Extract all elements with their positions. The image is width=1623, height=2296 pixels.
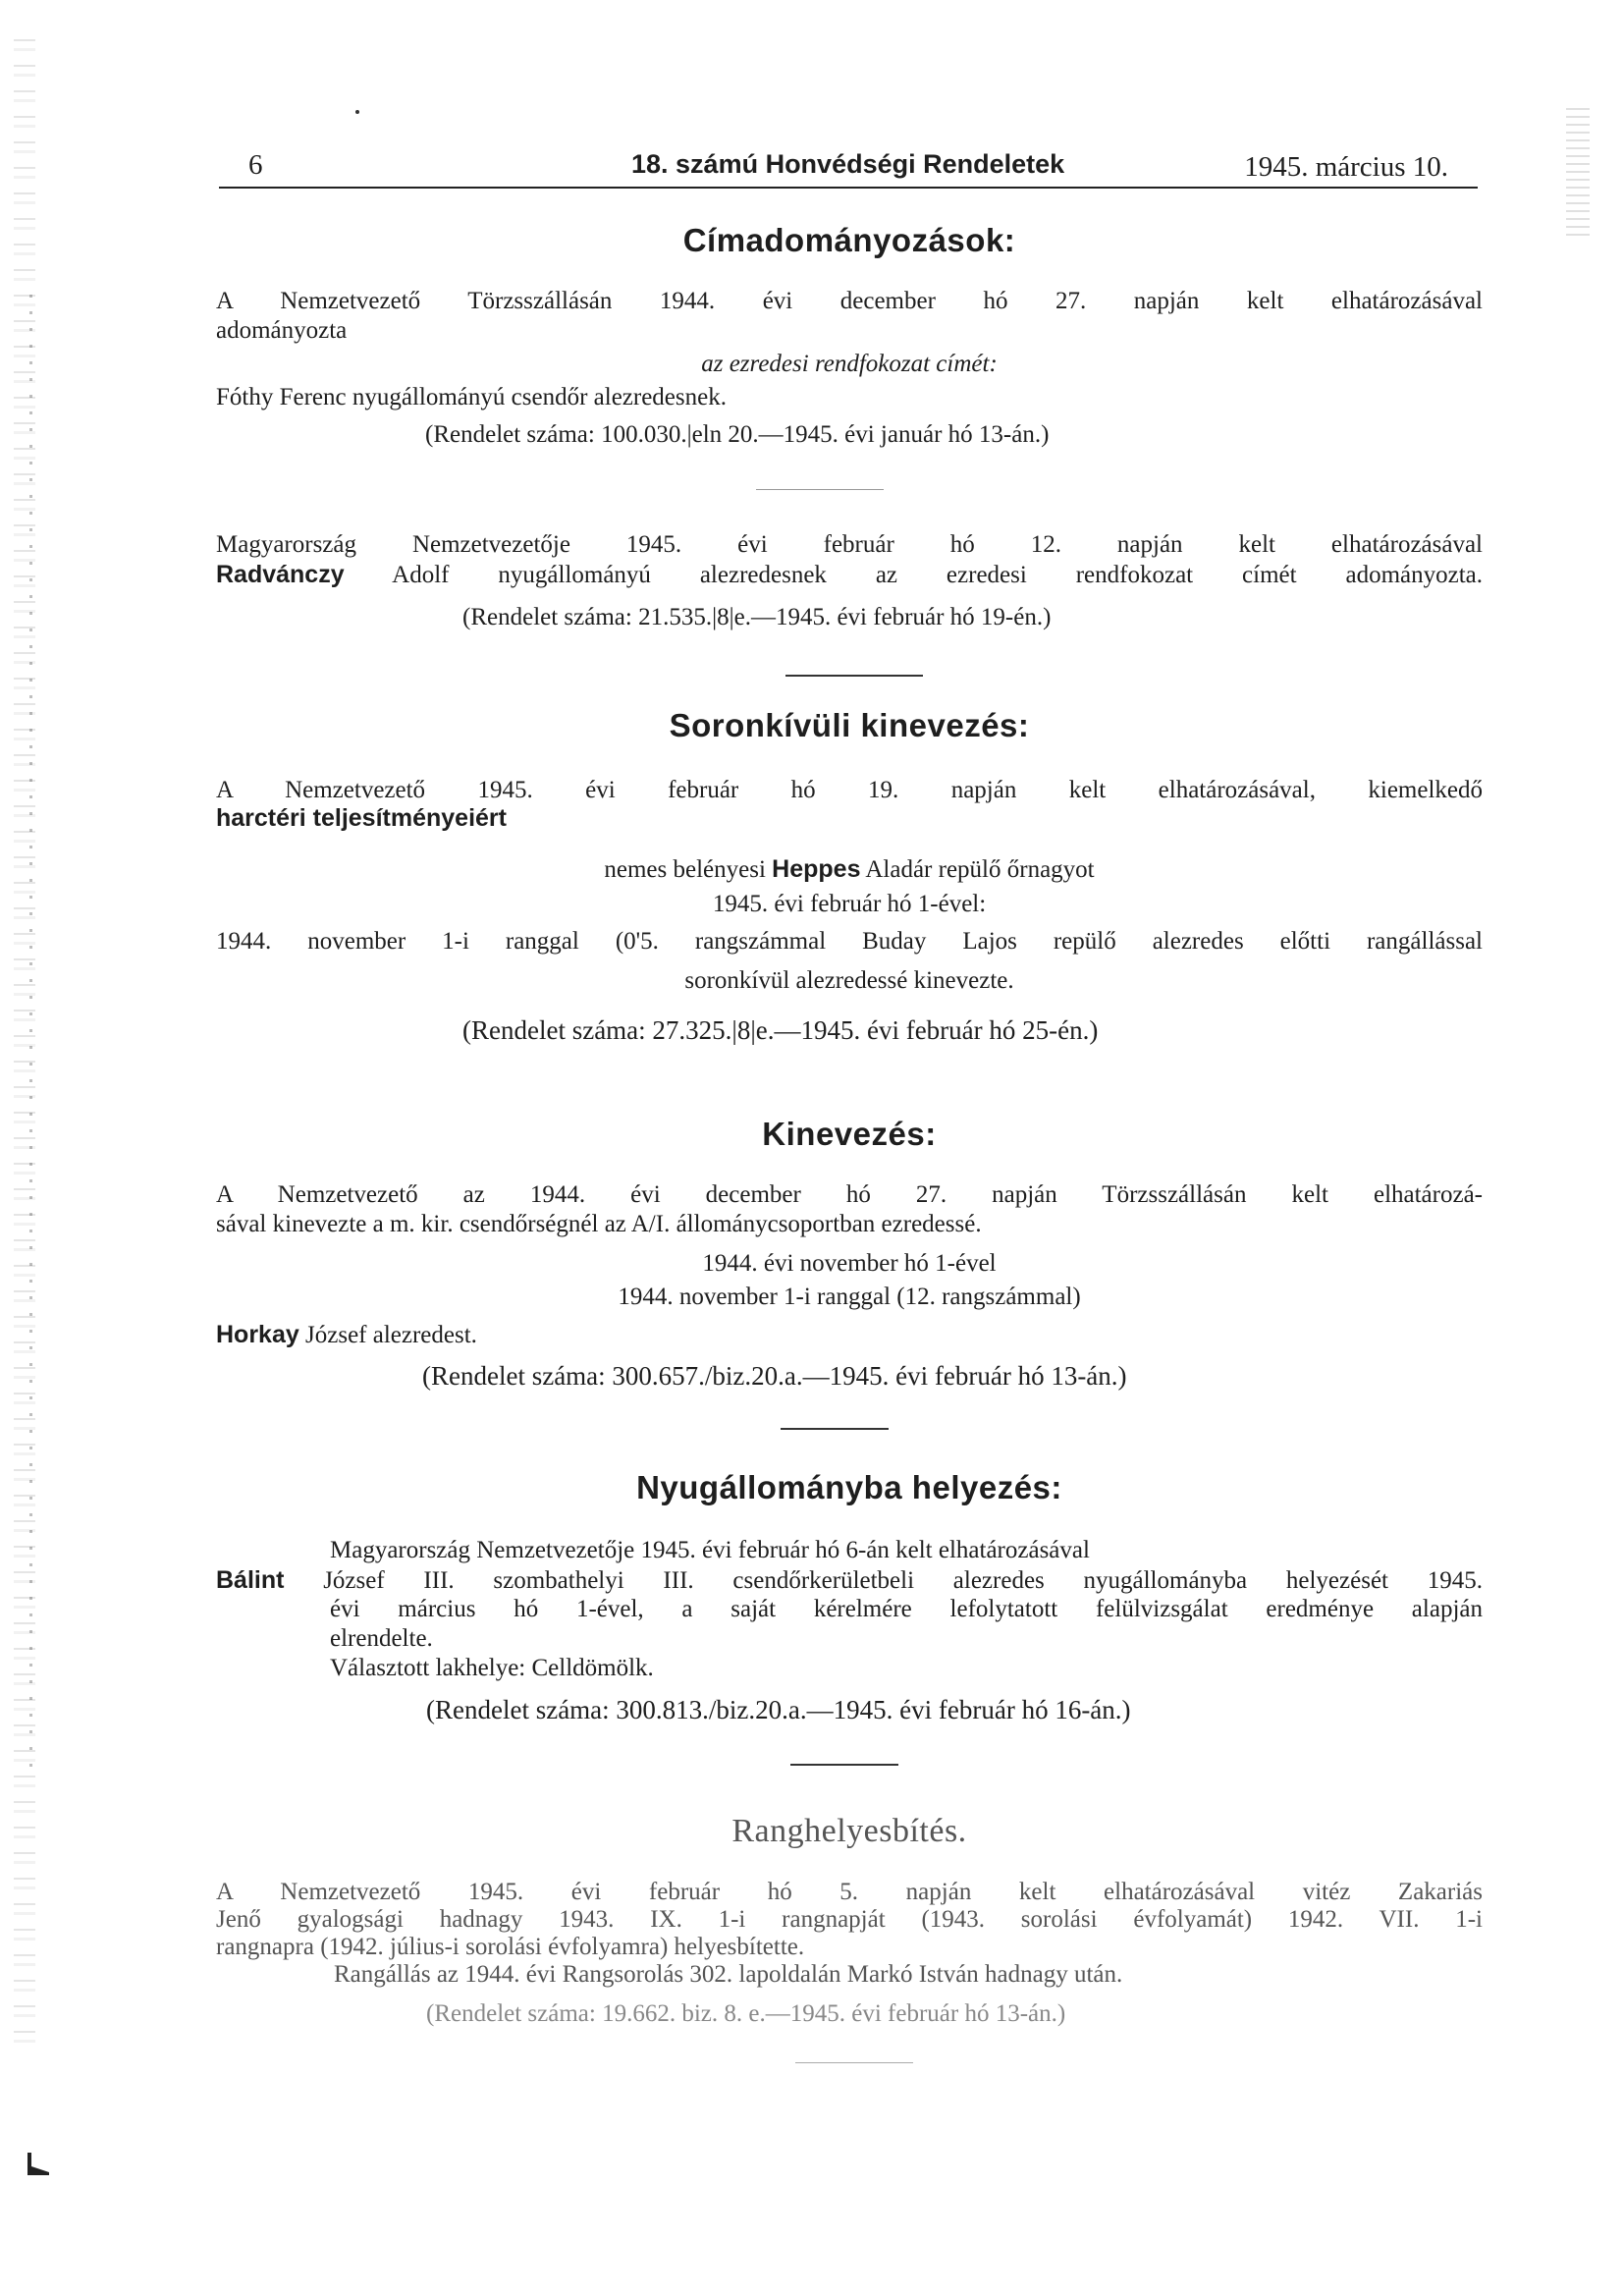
paragraph-line — [216, 803, 507, 834]
decree-reference: (Rendelet száma: 100.030.|eln 20.—1945. évi január hó 13-án.) — [425, 421, 1050, 448]
person-name: Bálint — [216, 1566, 285, 1594]
paragraph-text: József III. szombathelyi III. csendőrkerületbeli alezredes nyugállományba helyezését 1945. — [284, 1567, 1483, 1594]
divider — [785, 675, 923, 677]
person-name: Horkay — [216, 1321, 299, 1348]
scan-edge-artifact — [29, 295, 32, 1768]
divider — [790, 1764, 898, 1766]
paragraph-line: A Nemzetvezető 1945. évi február hó 5. napján kelt elhatározásával vitéz Zakariás — [216, 1879, 1483, 1905]
decree-reference: (Rendelet száma: 21.535.|8|e.—1945. évi február hó 19-én.) — [462, 604, 1052, 630]
decree-reference: (Rendelet száma: 300.813./biz.20.a.—1945. évi február hó 16-án.) — [426, 1695, 1131, 1724]
corner-mark-icon — [26, 2151, 51, 2176]
paragraph-line: rangnapra (1942. július-i sorolási évfolyamra) helyesbítette. — [216, 1934, 805, 1960]
divider — [756, 489, 884, 490]
person-name: Fóthy — [216, 384, 274, 410]
issue-date: 1945. március 10. — [1244, 151, 1448, 183]
decree-reference: (Rendelet száma: 19.662. biz. 8. e.—1945. évi február hó 13-án.) — [426, 2000, 1066, 2027]
person-name: Heppes — [772, 855, 861, 883]
paragraph-line: évi március hó 1-ével, a saját kérelmére lefolytatott felülvizsgálat eredménye alapján — [330, 1596, 1483, 1622]
paragraph-text: Adolf nyugállományú alezredesnek az ezredesi rendfokozat címét adományozta. — [344, 562, 1483, 588]
paragraph-line — [216, 854, 1483, 885]
paragraph-line — [216, 1565, 1483, 1596]
page-header — [219, 147, 1478, 189]
paragraph-line: 1944. november 1-i ranggal (0'5. rangszámmal Buday Lajos repülő alezredes előtti rangállással — [216, 928, 1483, 955]
paragraph-text: Aladár repülő őrnagyot — [860, 856, 1095, 883]
person-name: Radvánczy — [216, 561, 345, 588]
paragraph-line: 1944. november 1-i ranggal (12. rangszámmal) — [618, 1284, 1081, 1310]
paragraph-text: nemes belényesi — [604, 856, 773, 883]
scan-corner-artifact — [1566, 108, 1590, 236]
paragraph-line: Magyarország Nemzetvezetője 1945. évi február hó 12. napján kelt elhatározásával — [216, 531, 1483, 558]
paragraph-line: Magyarország Nemzetvezetője 1945. évi február hó 6-án kelt elhatározásával — [330, 1537, 1090, 1563]
paragraph-line: soronkívül alezredessé kinevezte. — [684, 967, 1014, 994]
divider — [781, 1428, 889, 1430]
issue-title: 18. számú Honvédségi Rendeletek — [631, 149, 1065, 179]
paragraph-line: Jenő gyalogsági hadnagy 1943. IX. 1-i rangnapját (1943. sorolási évfolyamát) 1942. VII. 1-i — [216, 1906, 1483, 1933]
decree-reference: (Rendelet száma: 27.325.|8|e.—1945. évi február hó 25-én.) — [462, 1015, 1099, 1045]
scan-speck — [355, 110, 359, 114]
paragraph-line: elrendelte. — [330, 1625, 433, 1652]
paragraph-line: 1944. évi november hó 1-ével — [702, 1250, 997, 1277]
paragraph-line: Rangállás az 1944. évi Rangsorolás 302. lapoldalán Markó István hadnagy után. — [334, 1961, 1123, 1988]
page-number: 6 — [248, 149, 263, 181]
paragraph-line: adományozta — [216, 317, 348, 344]
section-heading-nyugallomany: Nyugállományba helyezés: — [636, 1469, 1062, 1505]
paragraph-line: az ezredesi rendfokozat címét: — [701, 351, 998, 377]
paragraph-text: Ferenc nyugállományú csendőr alezredesnek. — [273, 384, 727, 410]
paragraph-line: Választott lakhelye: Celldömölk. — [330, 1655, 654, 1681]
paragraph-line: A Nemzetvezető 1945. évi február hó 19. napján kelt elhatározásával, kiemelkedő — [216, 777, 1483, 803]
section-heading-soronkivuli: Soronkívüli kinevezés: — [669, 707, 1030, 743]
divider — [795, 2062, 913, 2063]
paragraph-text: József alezredest. — [298, 1322, 477, 1348]
section-heading-ranghelyesbites: Ranghelyesbítés. — [731, 1813, 967, 1849]
section-heading-cimadomanyozasok: Címadományozások: — [682, 222, 1016, 258]
section-heading-kinevezes: Kinevezés: — [762, 1116, 937, 1152]
paragraph-line: 1945. évi február hó 1-ével: — [712, 891, 987, 917]
paragraph-text: harctéri teljesítményeiért — [216, 804, 507, 832]
paragraph-line — [216, 383, 727, 412]
paragraph-line: A Nemzetvezető az 1944. évi december hó 27. napján Törzsszállásán kelt elhatározá- — [216, 1181, 1483, 1208]
paragraph-line — [216, 560, 1483, 590]
paragraph-line — [216, 1320, 477, 1350]
decree-reference: (Rendelet száma: 300.657./biz.20.a.—1945. évi február hó 13-án.) — [422, 1361, 1127, 1391]
paragraph-line: sával kinevezte a m. kir. csendőrségnél az A/I. állománycsoportban ezredessé. — [216, 1211, 982, 1237]
paragraph-line: A Nemzetvezető Törzsszállásán 1944. évi december hó 27. napján kelt elhatározásával — [216, 288, 1483, 314]
